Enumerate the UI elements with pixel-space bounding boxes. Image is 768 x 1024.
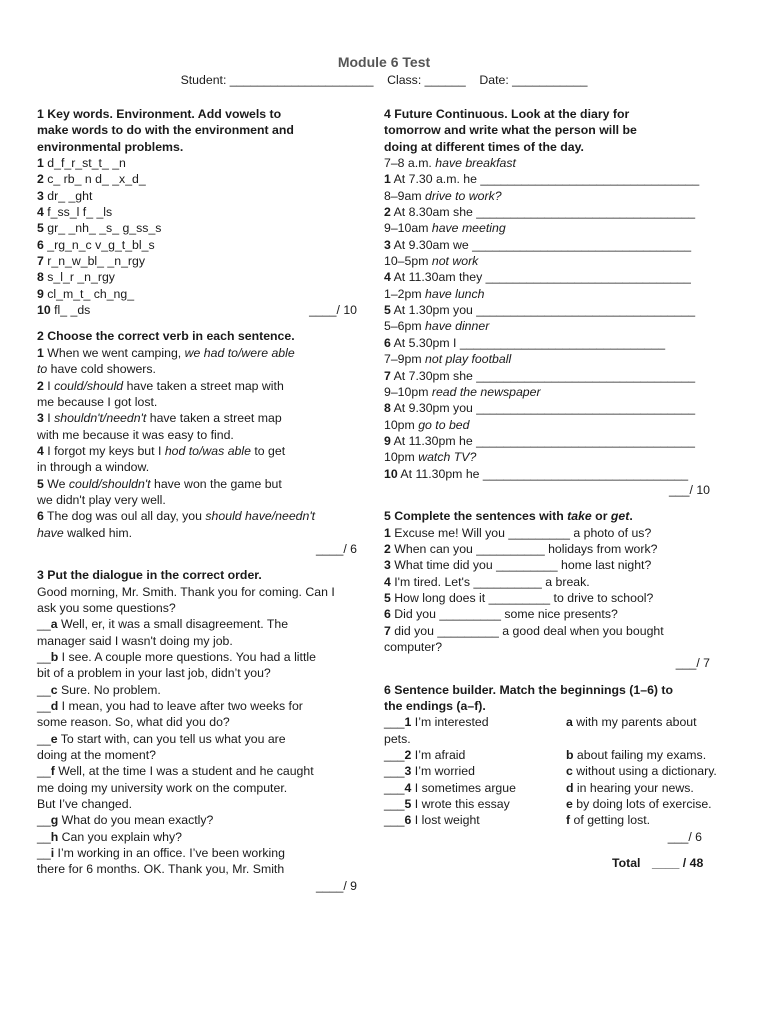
list-item: 6 Did you _________ some nice presents? <box>384 607 618 622</box>
list-item: 8 At 9.30pm you ________________________________ <box>384 401 696 416</box>
section-3-score: ____/ 9 <box>315 878 357 893</box>
section-4-score: ___/ 10 <box>668 482 710 497</box>
list-item: 6 The dog was oul all day, you should have/needn't <box>37 509 316 524</box>
list-item: 4 At 11.30am they ______________________________ <box>384 270 691 285</box>
list-item: __e To start with, can you tell us what you are <box>37 731 286 746</box>
section-4-heading: tomorrow and write what the person will be <box>384 123 637 138</box>
list-item: __b I see. A couple more questions. You had a little <box>37 650 316 664</box>
section-1-heading: 1 Key words. Environment. Add vowels to <box>37 107 282 121</box>
match-row: ___2 I’m afraid b about failing my exams. <box>384 748 707 763</box>
list-item: 9 At 11.30pm he ________________________________ <box>384 433 695 448</box>
diary-entry: 7–8 a.m. have breakfast <box>384 156 516 171</box>
list-item: __d I mean, you had to leave after two weeks for <box>37 699 303 714</box>
section-4 <box>384 106 714 498</box>
list-item: with me because it was easy to find. <box>37 427 234 442</box>
diary-entry: 10pm watch TV? <box>384 450 477 465</box>
list-item: 3 dr_ _ght <box>37 188 93 203</box>
list-item: some reason. So, what did you do? <box>37 715 230 730</box>
list-item: 9 cl_m_t_ ch_ng_ <box>37 286 135 301</box>
diary-entry: 9–10am have meeting <box>384 221 506 236</box>
section-6-heading: 6 Sentence builder. Match the beginnings (1–6) to <box>384 682 674 697</box>
list-item: bit of a problem in your last job, didn’t you? <box>37 666 271 681</box>
list-item: 7 did you _________ a good deal when you bought <box>384 623 664 638</box>
section-3 <box>37 567 357 894</box>
match-row: pets. <box>384 731 411 746</box>
date-field: Date: ___________ <box>479 73 588 87</box>
list-item: 3 I shouldn't/needn't have taken a street map <box>37 411 282 426</box>
list-item: 1 At 7.30 a.m. he ________________________________ <box>384 172 700 187</box>
section-5 <box>384 508 714 671</box>
list-item: 7 r_n_w_bl_ _n_rgy <box>37 254 146 269</box>
list-item: 2 c_ rb_ n d_ _x_d_ <box>37 172 146 187</box>
section-2 <box>37 328 357 557</box>
student-info-line <box>0 73 768 87</box>
list-item: to have cold showers. <box>37 362 156 377</box>
list-item: __g What do you mean exactly? <box>37 813 214 828</box>
list-item: computer? <box>384 640 443 654</box>
section-1-heading: make words to do with the environment and <box>37 123 294 138</box>
section-6-score: ___/ 6 <box>667 829 702 844</box>
match-row: ___6 I lost weight f of getting lost. <box>384 813 651 828</box>
list-item: 8 s_l_r _n_rgy <box>37 270 115 285</box>
list-item: 10 fl_ _ds ____/ 10 <box>37 303 357 318</box>
match-row: ___4 I sometimes argue d in hearing your news. <box>384 780 694 795</box>
section-2-score: ____/ 6 <box>315 541 357 556</box>
match-row: ___5 I wrote this essay e by doing lots of exercise. <box>384 797 712 812</box>
list-item: 6 _rg_n_c v_g_t_bl_s <box>37 237 155 252</box>
section-6 <box>384 682 717 872</box>
section-4-heading: doing at different times of the day. <box>384 139 584 154</box>
list-item: __i I’m working in an office. I’ve been working <box>37 846 285 861</box>
list-item: __f Well, at the time I was a student and he caught <box>37 764 314 779</box>
diary-entry: 7–9pm not play football <box>384 352 512 367</box>
list-item: 2 When can you __________ holidays from work? <box>384 541 658 556</box>
list-item: 5 How long does it _________ to drive to school? <box>384 590 654 605</box>
list-item: __c Sure. No problem. <box>37 682 161 697</box>
list-item: 3 What time did you _________ home last night? <box>384 558 652 573</box>
student-field: Student: _____________________ <box>180 73 374 87</box>
list-item: doing at the moment? <box>37 748 156 763</box>
section-1-score: ____/ 10 <box>309 303 357 318</box>
list-item: in through a window. <box>37 460 150 475</box>
list-item: 4 I'm tired. Let's __________ a break. <box>384 574 590 589</box>
total-score: Total ____ / 48 <box>612 856 704 871</box>
list-item: manager said I wasn't doing my job. <box>37 633 233 648</box>
list-item: __a Well, er, it was a small disagreement. The <box>37 617 289 632</box>
list-item: 2 At 8.30am she ________________________________ <box>384 205 696 220</box>
list-item: But I’ve changed. <box>37 797 133 812</box>
diary-entry: 10–5pm not work <box>384 254 479 269</box>
list-item: 5 We could/shouldn't have won the game but <box>37 476 282 491</box>
diary-entry: 9–10pm read the newspaper <box>384 384 541 399</box>
list-item: 7 At 7.30pm she ________________________________ <box>384 368 696 383</box>
page-title: Module 6 Test <box>337 54 431 70</box>
list-item: ask you some questions? <box>37 600 176 615</box>
list-item: 1 When we went camping, we had to/were able <box>37 345 295 360</box>
diary-entry: 8–9am drive to work? <box>384 188 502 203</box>
list-item: have walked him. <box>37 525 133 540</box>
list-item: Good morning, Mr. Smith. Thank you for coming. Can I <box>37 584 335 599</box>
list-item: 4 f_ss_l f_ _ls <box>37 205 113 220</box>
match-row: ___1 I’m interested a with my parents about <box>384 715 697 730</box>
list-item: 6 At 5.30pm I ______________________________ <box>384 335 666 350</box>
section-6-heading: the endings (a–f). <box>384 699 486 714</box>
section-1-heading: environmental problems. <box>37 139 184 154</box>
diary-entry: 1–2pm have lunch <box>384 286 485 301</box>
list-item: 2 I could/should have taken a street map with <box>37 378 284 393</box>
list-item: 5 At 1.30pm you ________________________________ <box>384 303 696 318</box>
list-item: there for 6 months. OK. Thank you, Mr. Smith <box>37 862 285 877</box>
list-item: 4 I forgot my keys but I hod to/was able to get <box>37 443 286 458</box>
left-column <box>37 106 357 894</box>
diary-entry: 5–6pm have dinner <box>384 319 490 334</box>
list-item: 1 d_f_r_st_t_ _n <box>37 156 126 171</box>
list-item: 1 Excuse me! Will you _________ a photo of us? <box>384 525 652 540</box>
match-row: ___3 I’m worried c without using a dictionary. <box>384 764 717 779</box>
class-field: Class: ______ <box>387 73 466 87</box>
section-4-heading: 4 Future Continuous. Look at the diary for <box>384 107 630 121</box>
section-5-heading: 5 Complete the sentences with take or get. <box>384 509 633 524</box>
right-column <box>384 106 717 871</box>
section-5-score: ___/ 7 <box>675 656 710 671</box>
list-item: 5 gr_ _nh_ _s_ g_ss_s <box>37 221 162 236</box>
list-item: we didn't play very well. <box>37 492 166 507</box>
section-1 <box>37 106 357 318</box>
list-item: 10 At 11.30pm he ______________________________ <box>384 466 689 481</box>
section-2-heading: 2 Choose the correct verb in each sentence. <box>37 329 295 344</box>
list-item: me doing my university work on the computer. <box>37 780 288 795</box>
list-item: 3 At 9.30am we ________________________________ <box>384 237 692 252</box>
diary-entry: 10pm go to bed <box>384 417 470 432</box>
section-3-heading: 3 Put the dialogue in the correct order. <box>37 568 262 583</box>
list-item: __h Can you explain why? <box>37 829 182 844</box>
list-item: me because I got lost. <box>37 394 158 409</box>
